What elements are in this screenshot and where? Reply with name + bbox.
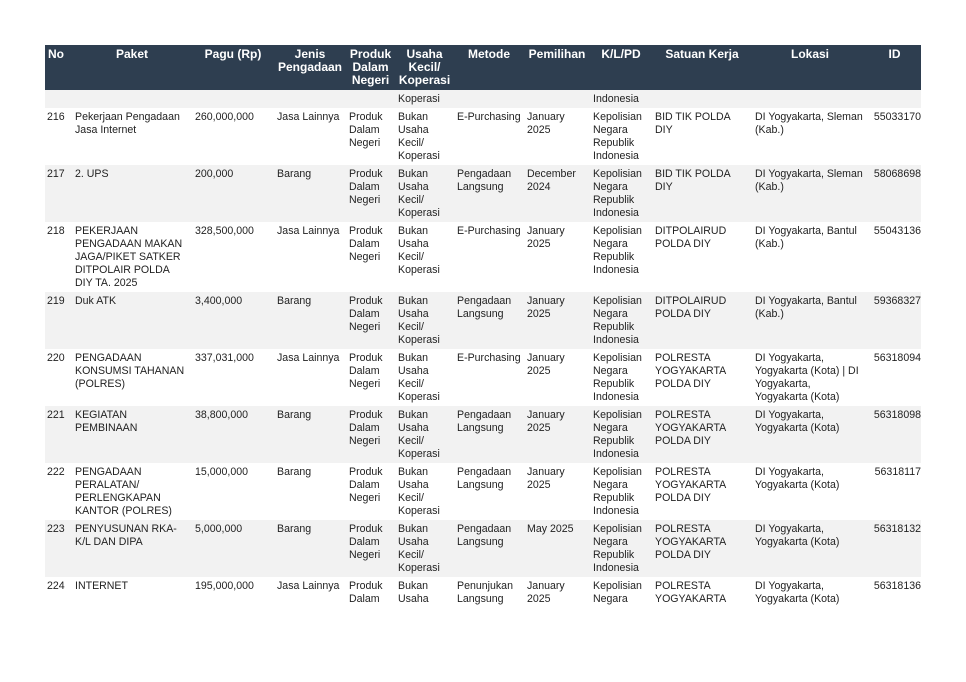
cell-satuan: POLRESTA YOGYAKARTA POLDA DIY <box>652 349 752 406</box>
cell-metode: Penunjukan Langsung <box>454 577 524 608</box>
cell-usaha: Bukan Usaha Kecil/ Koperasi <box>395 108 454 165</box>
table-row <box>45 165 921 222</box>
cell-metode: E-Purchasing <box>454 222 524 292</box>
cell-lokasi: DI Yogyakarta, Sleman (Kab.) <box>752 108 868 165</box>
cell-jenis: Barang <box>274 165 346 222</box>
cell-jenis: Jasa Lainnya <box>274 577 346 608</box>
header-produk-dalam-negeri: Produk Dalam Negeri <box>346 45 395 90</box>
cell-produk: Produk Dalam Negeri <box>346 349 395 406</box>
cell-pagu: 195,000,000 <box>192 577 274 608</box>
cell-usaha: Bukan Usaha Kecil/ Koperasi <box>395 520 454 577</box>
cell-satuan: DITPOLAIRUD POLDA DIY <box>652 222 752 292</box>
cell-id: 58068698 <box>868 165 921 222</box>
cell-lokasi: DI Yogyakarta, Yogyakarta (Kota) <box>752 463 868 520</box>
cell-satuan: BID TIK POLDA DIY <box>652 165 752 222</box>
procurement-table-container <box>45 45 921 608</box>
cell-jenis: Jasa Lainnya <box>274 222 346 292</box>
table-row <box>45 463 921 520</box>
cell-pagu: 200,000 <box>192 165 274 222</box>
cell-pemilihan: January 2025 <box>524 406 590 463</box>
cell-pemilihan: January 2025 <box>524 222 590 292</box>
cell-jenis: Jasa Lainnya <box>274 349 346 406</box>
cell-no: 222 <box>45 463 72 520</box>
header-id: ID <box>868 45 921 90</box>
cell-paket: PEKERJAAN PENGADAAN MAKAN JAGA/PIKET SATKER DITPOLAIR POLDA DIY TA. 2025 <box>72 222 192 292</box>
cell-satuan <box>652 90 752 108</box>
cell-satuan: POLRESTA YOGYAKARTA POLDA DIY <box>652 520 752 577</box>
cell-metode: Pengadaan Langsung <box>454 520 524 577</box>
cell-pemilihan: January 2025 <box>524 292 590 349</box>
cell-satuan: BID TIK POLDA DIY <box>652 108 752 165</box>
cell-pemilihan: January 2025 <box>524 577 590 608</box>
cell-pemilihan: January 2025 <box>524 349 590 406</box>
cell-satuan: POLRESTA YOGYAKARTA <box>652 577 752 608</box>
cell-jenis: Barang <box>274 292 346 349</box>
cell-usaha: Bukan Usaha Kecil/ Koperasi <box>395 349 454 406</box>
cell-metode: Pengadaan Langsung <box>454 406 524 463</box>
cell-lokasi: DI Yogyakarta, Yogyakarta (Kota) <box>752 406 868 463</box>
cell-paket: PENGADAAN PERALATAN/ PERLENGKAPAN KANTOR (POLRES) <box>72 463 192 520</box>
cell-jenis: Barang <box>274 463 346 520</box>
header-pemilihan: Pemilihan <box>524 45 590 90</box>
cell-metode <box>454 90 524 108</box>
cell-paket: PENYUSUNAN RKA-K/L DAN DIPA <box>72 520 192 577</box>
cell-id: 56318094 <box>868 349 921 406</box>
cell-id: 59368327 <box>868 292 921 349</box>
cell-satuan: POLRESTA YOGYAKARTA POLDA DIY <box>652 406 752 463</box>
cell-no: 220 <box>45 349 72 406</box>
cell-produk: Produk Dalam Negeri <box>346 520 395 577</box>
cell-klpd: Kepolisian Negara Republik Indonesia <box>590 406 652 463</box>
cell-pemilihan <box>524 90 590 108</box>
cell-id: 56318098 <box>868 406 921 463</box>
cell-produk <box>346 90 395 108</box>
cell-usaha: Bukan Usaha <box>395 577 454 608</box>
header-no: No <box>45 45 72 90</box>
cell-pemilihan: December 2024 <box>524 165 590 222</box>
procurement-table <box>45 45 921 608</box>
table-row <box>45 292 921 349</box>
cell-produk: Produk Dalam <box>346 577 395 608</box>
cell-no: 224 <box>45 577 72 608</box>
header-klpd: K/L/PD <box>590 45 652 90</box>
cell-pemilihan: January 2025 <box>524 108 590 165</box>
cell-pagu: 15,000,000 <box>192 463 274 520</box>
cell-satuan: POLRESTA YOGYAKARTA POLDA DIY <box>652 463 752 520</box>
cell-id: 55043136 <box>868 222 921 292</box>
table-row-continued <box>45 90 921 108</box>
cell-no <box>45 90 72 108</box>
cell-produk: Produk Dalam Negeri <box>346 108 395 165</box>
cell-paket: PENGADAAN KONSUMSI TAHANAN (POLRES) <box>72 349 192 406</box>
table-row <box>45 577 921 608</box>
cell-satuan: DITPOLAIRUD POLDA DIY <box>652 292 752 349</box>
cell-pagu <box>192 90 274 108</box>
cell-usaha: Bukan Usaha Kecil/ Koperasi <box>395 165 454 222</box>
cell-jenis: Jasa Lainnya <box>274 108 346 165</box>
cell-klpd: Kepolisian Negara <box>590 577 652 608</box>
cell-pagu: 38,800,000 <box>192 406 274 463</box>
cell-pagu: 3,400,000 <box>192 292 274 349</box>
cell-pagu: 260,000,000 <box>192 108 274 165</box>
cell-klpd: Kepolisian Negara Republik Indonesia <box>590 292 652 349</box>
cell-no: 216 <box>45 108 72 165</box>
cell-jenis <box>274 90 346 108</box>
cell-metode: E-Purchasing <box>454 108 524 165</box>
cell-paket: Duk ATK <box>72 292 192 349</box>
cell-pagu: 337,031,000 <box>192 349 274 406</box>
cell-klpd: Kepolisian Negara Republik Indonesia <box>590 222 652 292</box>
cell-lokasi: DI Yogyakarta, Yogyakarta (Kota) <box>752 577 868 608</box>
cell-produk: Produk Dalam Negeri <box>346 463 395 520</box>
table-row <box>45 108 921 165</box>
table-row <box>45 222 921 292</box>
cell-jenis: Barang <box>274 406 346 463</box>
cell-usaha: Bukan Usaha Kecil/ Koperasi <box>395 406 454 463</box>
cell-usaha: Bukan Usaha Kecil/ Koperasi <box>395 463 454 520</box>
header-satuan-kerja: Satuan Kerja <box>652 45 752 90</box>
cell-lokasi: DI Yogyakarta, Yogyakarta (Kota) <box>752 520 868 577</box>
cell-produk: Produk Dalam Negeri <box>346 406 395 463</box>
cell-usaha: Koperasi <box>395 90 454 108</box>
cell-metode: E-Purchasing <box>454 349 524 406</box>
cell-klpd: Kepolisian Negara Republik Indonesia <box>590 108 652 165</box>
table-row <box>45 520 921 577</box>
cell-lokasi: DI Yogyakarta, Bantul (Kab.) <box>752 222 868 292</box>
cell-produk: Produk Dalam Negeri <box>346 292 395 349</box>
cell-klpd: Indonesia <box>590 90 652 108</box>
cell-id: 56318132 <box>868 520 921 577</box>
cell-lokasi: DI Yogyakarta, Yogyakarta (Kota) | DI Yogyakarta, Yogyakarta (Kota) <box>752 349 868 406</box>
cell-paket: INTERNET <box>72 577 192 608</box>
header-paket: Paket <box>72 45 192 90</box>
cell-id: 56318136 <box>868 577 921 608</box>
cell-produk: Produk Dalam Negeri <box>346 222 395 292</box>
cell-no: 219 <box>45 292 72 349</box>
table-body <box>45 90 921 608</box>
cell-jenis: Barang <box>274 520 346 577</box>
cell-lokasi: DI Yogyakarta, Bantul (Kab.) <box>752 292 868 349</box>
header-jenis-pengadaan: Jenis Pengadaan <box>274 45 346 90</box>
header-usaha-kecil: Usaha Kecil/ Koperasi <box>395 45 454 90</box>
cell-usaha: Bukan Usaha Kecil/ Koperasi <box>395 222 454 292</box>
cell-pagu: 5,000,000 <box>192 520 274 577</box>
header-metode: Metode <box>454 45 524 90</box>
cell-no: 223 <box>45 520 72 577</box>
cell-paket: 2. UPS <box>72 165 192 222</box>
cell-klpd: Kepolisian Negara Republik Indonesia <box>590 463 652 520</box>
header-lokasi: Lokasi <box>752 45 868 90</box>
cell-no: 221 <box>45 406 72 463</box>
table-header <box>45 45 921 90</box>
cell-metode: Pengadaan Langsung <box>454 165 524 222</box>
cell-paket <box>72 90 192 108</box>
cell-no: 218 <box>45 222 72 292</box>
cell-id: 55033170 <box>868 108 921 165</box>
cell-paket: KEGIATAN PEMBINAAN <box>72 406 192 463</box>
cell-pemilihan: May 2025 <box>524 520 590 577</box>
cell-lokasi <box>752 90 868 108</box>
cell-paket: Pekerjaan Pengadaan Jasa Internet <box>72 108 192 165</box>
cell-metode: Pengadaan Langsung <box>454 463 524 520</box>
cell-metode: Pengadaan Langsung <box>454 292 524 349</box>
cell-id <box>868 90 921 108</box>
cell-id: 56318117 <box>868 463 921 520</box>
cell-pemilihan: January 2025 <box>524 463 590 520</box>
cell-pagu: 328,500,000 <box>192 222 274 292</box>
header-pagu: Pagu (Rp) <box>192 45 274 90</box>
cell-no: 217 <box>45 165 72 222</box>
cell-klpd: Kepolisian Negara Republik Indonesia <box>590 520 652 577</box>
table-row <box>45 349 921 406</box>
cell-produk: Produk Dalam Negeri <box>346 165 395 222</box>
cell-klpd: Kepolisian Negara Republik Indonesia <box>590 349 652 406</box>
cell-usaha: Bukan Usaha Kecil/ Koperasi <box>395 292 454 349</box>
cell-lokasi: DI Yogyakarta, Sleman (Kab.) <box>752 165 868 222</box>
cell-klpd: Kepolisian Negara Republik Indonesia <box>590 165 652 222</box>
table-row <box>45 406 921 463</box>
